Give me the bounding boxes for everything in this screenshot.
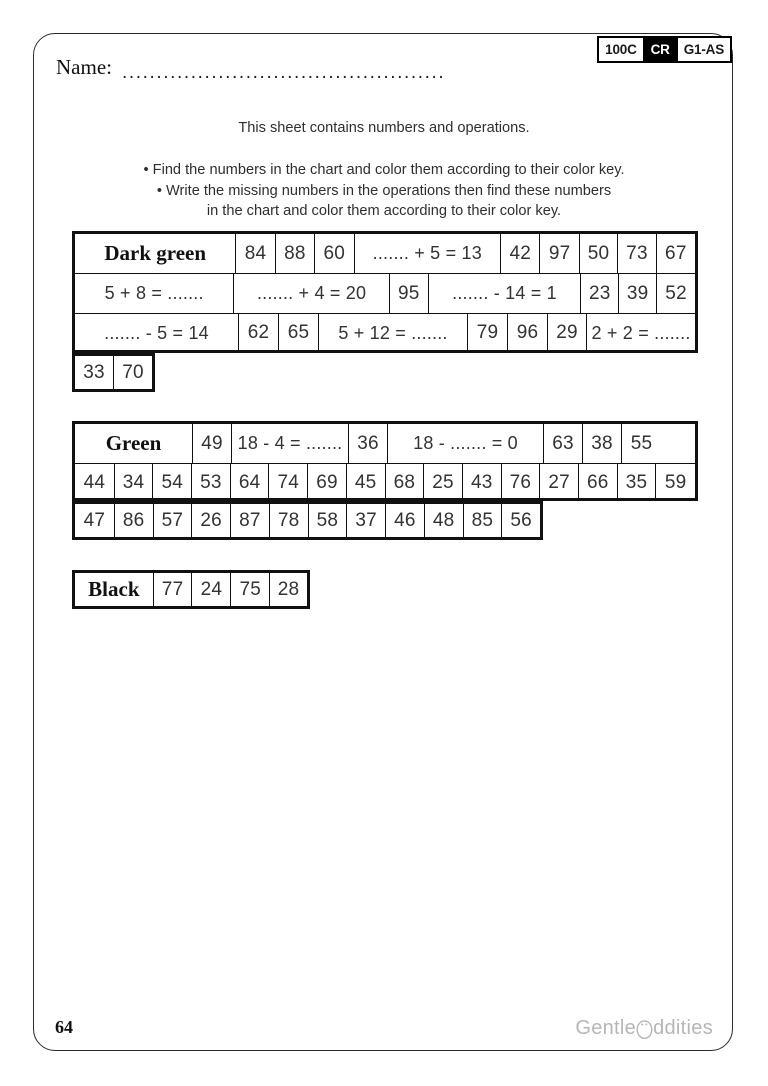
number-cell[interactable]: 65: [278, 314, 318, 352]
brand-name-suffix: ddities: [653, 1017, 713, 1039]
number-cell[interactable]: 46: [385, 504, 424, 537]
operation-cell[interactable]: ....... - 14 = 1: [428, 274, 581, 313]
number-cell[interactable]: 79: [467, 314, 507, 352]
operation-cell[interactable]: 18 - 4 = .......: [231, 424, 348, 463]
number-cell[interactable]: 85: [463, 504, 502, 537]
number-cell[interactable]: 44: [83, 471, 106, 493]
number-cell[interactable]: 58: [308, 504, 347, 537]
color-table-dark-green-overflow-row: [72, 353, 155, 392]
number-cell[interactable]: 24: [191, 573, 230, 606]
number-cell[interactable]: 43: [462, 464, 501, 501]
number-cell[interactable]: 37: [346, 504, 385, 537]
number-cell[interactable]: 47: [83, 509, 106, 531]
number-cell[interactable]: 23: [580, 274, 618, 313]
number-cell[interactable]: 39: [618, 274, 656, 313]
operation-cell[interactable]: ....... + 4 = 20: [233, 274, 388, 313]
number-cell[interactable]: 88: [275, 234, 314, 273]
number-cell[interactable]: 55: [621, 424, 661, 463]
egg-icon: [636, 1018, 653, 1039]
number-cell[interactable]: 84: [235, 234, 274, 273]
operation-cell[interactable]: 2 + 2 = .......: [586, 314, 695, 352]
number-cell[interactable]: 49: [192, 424, 231, 463]
table-row: [75, 573, 307, 606]
badge-code: 100C: [605, 41, 637, 57]
number-cell[interactable]: 63: [543, 424, 582, 463]
name-field-row: [56, 55, 556, 83]
color-table-green: [72, 421, 698, 501]
number-cell[interactable]: 77: [153, 573, 192, 606]
name-input-line[interactable]: ...............................................: [121, 62, 446, 83]
number-cell[interactable]: 78: [269, 504, 308, 537]
number-cell[interactable]: 95: [389, 274, 428, 313]
instructions-title: This sheet contains numbers and operations.: [238, 120, 530, 136]
instruction-bullet-1: • Find the numbers in the chart and color them according to their color key.: [143, 161, 625, 178]
badge-grade: G1-AS: [676, 38, 730, 61]
color-table-dark-green: [72, 231, 698, 353]
operation-cell[interactable]: 18 - ....... = 0: [387, 424, 543, 463]
number-cell[interactable]: 48: [424, 504, 463, 537]
worksheet-code-badges: [597, 36, 732, 63]
color-key-label-black: Black: [88, 577, 140, 601]
number-cell[interactable]: 42: [500, 234, 539, 273]
color-key-label-green: Green: [105, 431, 162, 455]
instruction-bullet-2: • Write the missing numbers in the operations then find these numbers: [156, 182, 612, 199]
number-cell[interactable]: 26: [191, 504, 230, 537]
number-cell[interactable]: 97: [539, 234, 578, 273]
number-cell[interactable]: 75: [230, 573, 269, 606]
number-cell[interactable]: 70: [113, 356, 152, 389]
badge-subject: CR: [643, 38, 676, 61]
instructions-block: [0, 118, 768, 222]
color-table-black: [72, 570, 310, 609]
number-cell[interactable]: 27: [539, 464, 578, 501]
number-cell[interactable]: 25: [423, 464, 462, 501]
number-cell[interactable]: 38: [582, 424, 621, 463]
table-row: [75, 424, 695, 463]
number-cell[interactable]: 87: [230, 504, 269, 537]
number-cell[interactable]: 29: [547, 314, 586, 352]
number-cell[interactable]: 53: [191, 464, 230, 501]
table-row: [75, 463, 695, 501]
number-cell[interactable]: 28: [269, 573, 307, 606]
name-label: Name:: [56, 55, 112, 79]
number-cell[interactable]: 35: [617, 464, 656, 501]
number-cell[interactable]: 50: [579, 234, 617, 273]
brand-logo: [575, 1017, 713, 1040]
operation-cell[interactable]: 5 + 12 = .......: [318, 314, 467, 352]
number-cell[interactable]: 96: [507, 314, 547, 352]
number-cell[interactable]: 33: [83, 361, 105, 383]
number-cell[interactable]: 68: [385, 464, 424, 501]
number-cell[interactable]: 56: [501, 504, 540, 537]
brand-name-prefix: Gentle: [575, 1017, 637, 1039]
number-cell[interactable]: 86: [114, 504, 153, 537]
number-cell[interactable]: 66: [578, 464, 617, 501]
page-number: 64: [55, 1017, 73, 1037]
number-cell[interactable]: 54: [152, 464, 191, 501]
number-cell[interactable]: 67: [656, 234, 695, 273]
instruction-bullet-3: in the chart and color them according to their color key.: [206, 203, 562, 220]
number-cell[interactable]: 64: [230, 464, 269, 501]
number-cell[interactable]: 59: [655, 464, 695, 501]
number-cell[interactable]: 45: [346, 464, 385, 501]
table-row: [75, 234, 695, 273]
number-cell[interactable]: 52: [656, 274, 695, 313]
number-cell[interactable]: 74: [268, 464, 307, 501]
number-cell[interactable]: 36: [348, 424, 387, 463]
table-row: [75, 273, 695, 313]
table-row: [75, 313, 695, 352]
operation-cell[interactable]: ....... + 5 = 13: [354, 234, 501, 273]
number-cell[interactable]: 57: [153, 504, 192, 537]
instructions-bullets: [0, 160, 768, 222]
operation-cell[interactable]: ....... - 5 = 14: [104, 322, 209, 343]
number-cell[interactable]: 73: [617, 234, 655, 273]
color-key-label-dark-green: Dark green: [104, 241, 207, 265]
number-cell[interactable]: 69: [307, 464, 346, 501]
number-cell[interactable]: 76: [501, 464, 540, 501]
number-cell[interactable]: 62: [238, 314, 278, 352]
operation-cell[interactable]: 5 + 8 = .......: [104, 283, 204, 303]
number-cell[interactable]: 60: [314, 234, 353, 273]
number-cell[interactable]: 34: [114, 464, 153, 501]
color-table-green-overflow-row: [72, 501, 543, 540]
